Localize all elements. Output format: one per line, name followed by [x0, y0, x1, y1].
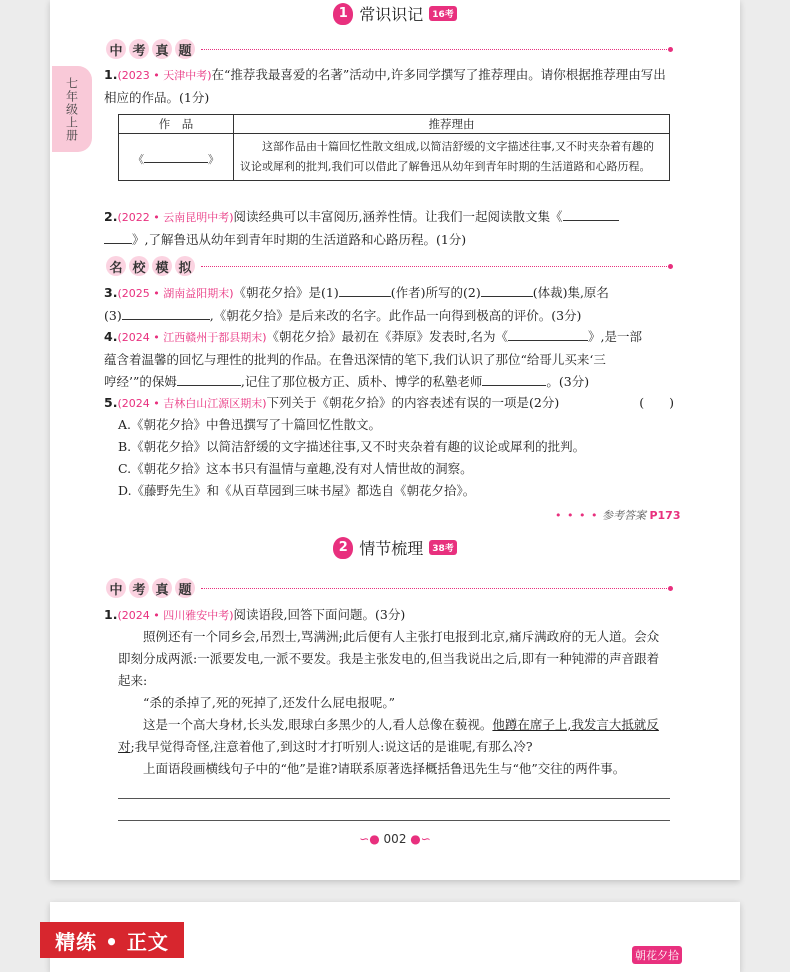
work-answer-cell[interactable]	[119, 134, 234, 181]
question-plot-1	[104, 604, 674, 627]
grade-side-tab: 七年级上册	[52, 66, 92, 152]
question-text: 下列关于《朝花夕拾》的内容表述有误的一项是(2分)	[266, 395, 560, 410]
underlined-sentence: 他蹲在席子上,我发言大抵就反对	[118, 717, 659, 754]
banner-char: 中	[106, 39, 126, 59]
question-source: (2024 • 四川雅安中考)	[117, 609, 234, 622]
question-text: 》,了解鲁迅从幼年到青年时期的生活道路和心路历程。(1分)	[132, 232, 467, 247]
question-2	[104, 206, 674, 251]
banner-char: 真	[152, 39, 172, 59]
question-text: 阅读语段,回答下面问题。(3分)	[233, 607, 406, 622]
question-text: (3)	[104, 308, 122, 323]
passage-paragraph: “杀的杀掉了,死的死掉了,还发什么屁电报呢。”	[143, 695, 395, 710]
question-number: 4.	[104, 329, 118, 344]
section-number-badge: 2	[333, 537, 353, 559]
option-c[interactable]: C.《朝花夕拾》这本书只有温情与童趣,没有对人情世故的洞察。	[118, 461, 473, 476]
question-text: ,《朝花夕拾》是后来改的名字。此作品一向得到极高的评价。(3分)	[209, 308, 582, 323]
answer-reference[interactable]	[555, 507, 680, 523]
passage-paragraph: 照例还有一个同乡会,吊烈士,骂满洲;此后便有人主张打电报到北京,痛斥满政府的无人道。会众即刻分成两派:一派要发电,一派不要发。我是主张发电的,但当我说出之后,即有一种钝滞的声音跟着起来:	[118, 629, 660, 688]
section-title: 情节梳理	[359, 539, 424, 558]
recommendation-table	[118, 114, 670, 181]
question-text: 《朝花夕拾》最初在《莽原》发表时,名为《	[266, 329, 508, 344]
question-prompt: 上面语段画横线句子中的“他”是谁?请联系原著选择概括鲁迅先生与“他”交往的两件事。	[143, 761, 626, 776]
page-number-text: 002	[383, 832, 407, 846]
question-text: ,记住了那位极方正、质朴、博学的私塾老师	[240, 374, 483, 389]
answer-line[interactable]	[118, 798, 670, 799]
banner-char: 考	[129, 578, 149, 598]
banner-school-mock	[106, 256, 671, 276]
section-1-header	[0, 2, 790, 25]
passage-text: 这是一个高大身材,长头发,眼球白多黑少的人,看人总像在藐视。	[143, 717, 493, 732]
banner-char: 题	[175, 39, 195, 59]
ornament-icon: ●∽	[410, 832, 431, 846]
option-d[interactable]: D.《藤野先生》和《从百草园到三味书屋》都选自《朝花夕拾》。	[118, 483, 476, 498]
dots-ornament: • • • •	[555, 509, 599, 522]
book-tag: 朝花夕拾	[632, 946, 682, 964]
option-a[interactable]: A.《朝花夕拾》中鲁迅撰写了十篇回忆性散文。	[118, 417, 382, 432]
dotted-divider	[201, 588, 671, 589]
question-text: 哼经’”的保姆	[104, 374, 177, 389]
passage-paragraph	[118, 714, 670, 758]
section-number-badge: 1	[333, 3, 353, 25]
question-text: (作者)所写的(2)	[390, 285, 481, 300]
answer-blank[interactable]	[508, 326, 588, 341]
option-b[interactable]: B.《朝花夕拾》以简洁舒缓的文字描述往事,又不时夹杂着有趣的议论或犀利的批判。	[118, 439, 586, 454]
banner-exam-questions	[106, 39, 671, 59]
question-number: 1.	[104, 67, 118, 82]
question-number: 5.	[104, 395, 118, 410]
question-source: (2025 • 湖南益阳期末)	[117, 287, 234, 300]
question-source: (2024 • 吉林白山江源区期末)	[117, 397, 267, 410]
question-number: 3.	[104, 285, 118, 300]
question-1	[104, 64, 674, 109]
answer-line[interactable]	[118, 820, 670, 821]
answer-blank[interactable]	[104, 229, 132, 244]
exam-count-badge: 16考	[429, 6, 457, 21]
answer-blank[interactable]	[122, 305, 210, 320]
banner-char: 题	[175, 578, 195, 598]
table-header-work: 作 品	[119, 115, 234, 134]
answer-blank[interactable]	[177, 371, 241, 386]
question-text: 蕴含着温馨的回忆与理性的批判的作品。在鲁迅深情的笔下,我们认识了那位“给哥儿买来‘三	[104, 352, 606, 367]
bracket-right: 》	[208, 152, 219, 166]
banner-char: 中	[106, 578, 126, 598]
dotted-divider	[201, 49, 671, 50]
dotted-divider	[201, 266, 671, 267]
question-3	[104, 282, 674, 327]
exam-count-badge: 38考	[429, 540, 457, 555]
answer-paren[interactable]: ( )	[639, 395, 674, 410]
question-text: 。(3分)	[546, 374, 590, 389]
question-text: 在“推荐我最喜爱的名著”活动中,许多同学撰写了推荐理由。请你根据推荐理由写出相应的作品。(1分)	[104, 67, 666, 105]
brand-label: 精练 • 正文	[40, 922, 184, 958]
bracket-left: 《	[133, 152, 144, 166]
answer-page: P173	[649, 509, 681, 522]
answer-blank[interactable]	[482, 371, 546, 386]
question-source: (2024 • 江西赣州于都县期末)	[117, 331, 267, 344]
answer-label: 参考答案	[601, 509, 646, 522]
section-2-header	[0, 536, 790, 559]
passage-text: ;我早觉得奇怪,注意着他了,到这时才打听别人:说这话的是谁呢,有那么冷?	[130, 739, 533, 754]
table-header-reason: 推荐理由	[234, 115, 670, 134]
question-number: 2.	[104, 209, 118, 224]
reason-cell: 这部作品由十篇回忆性散文组成,以简洁舒缓的文字描述往事,又不时夹杂着有趣的议论或犀利的批判,我们可以借此了解鲁迅从幼年到青年时期的生活道路和心路历程。	[234, 134, 670, 181]
question-number: 1.	[104, 607, 118, 622]
question-text: 阅读经典可以丰富阅历,涵养性情。让我们一起阅读散文集《	[233, 209, 563, 224]
answer-blank[interactable]	[563, 206, 619, 221]
question-source: (2022 • 云南昆明中考)	[117, 211, 234, 224]
answer-blank[interactable]	[339, 282, 391, 297]
question-text: 《朝花夕拾》是(1)	[233, 285, 339, 300]
banner-exam-questions-2	[106, 578, 671, 598]
ornament-icon: ∽●	[359, 832, 380, 846]
banner-char: 名	[106, 256, 126, 276]
answer-blank[interactable]	[481, 282, 533, 297]
question-text: (体裁)集,原名	[532, 285, 609, 300]
banner-char: 模	[152, 256, 172, 276]
answer-blank[interactable]	[144, 148, 208, 163]
banner-char: 真	[152, 578, 172, 598]
question-5	[104, 392, 674, 415]
page-number	[0, 832, 790, 846]
banner-char: 考	[129, 39, 149, 59]
banner-char: 校	[129, 256, 149, 276]
question-text: 》,是一部	[588, 329, 642, 344]
question-4	[104, 326, 674, 393]
banner-char: 拟	[175, 256, 195, 276]
question-source: (2023 • 天津中考)	[117, 69, 212, 82]
section-title: 常识识记	[359, 5, 424, 24]
